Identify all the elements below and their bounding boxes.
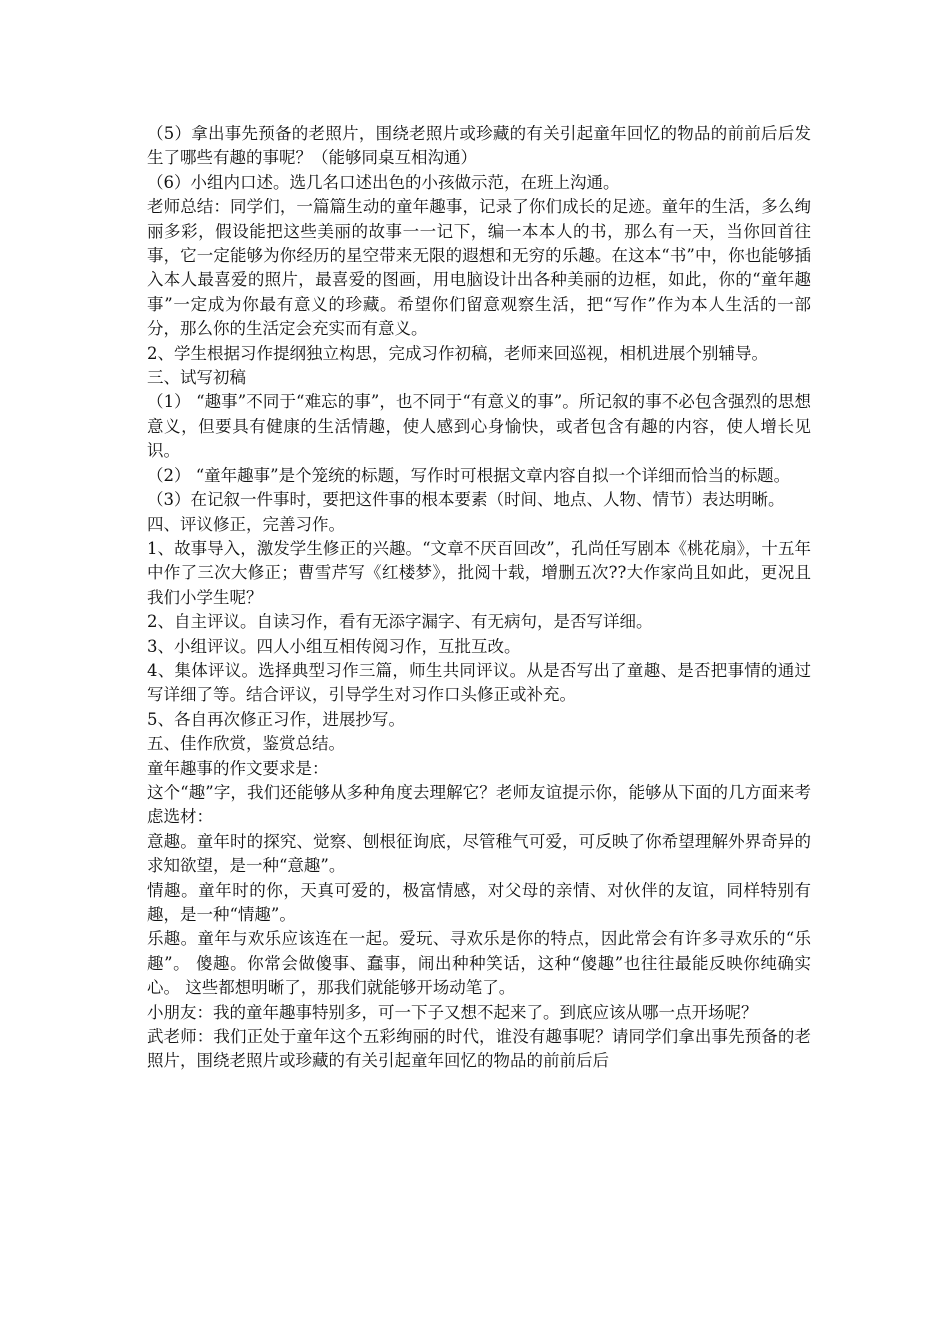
paragraph: 童年趣事的作文要求是： (147, 758, 329, 778)
paragraph: （6）小组内口述。选几名口述出色的小孩做示范，在班上沟通。 (147, 172, 620, 192)
paragraph: （3）在记叙一件事时，要把这件事的根本要素（时间、地点、人物、情节）表达明晰。 (147, 490, 785, 510)
paragraph: （1） “趣事”不同于“难忘的事”，也不同于“有意义的事”。所记叙的事不必包含强烈的思想意义，但要具有健康的生活情趣，使人感到心身愉快，或者包含有趣的内容，使人增长见识。 (147, 392, 811, 461)
paragraph: 这个“趣”字，我们还能够从多种角度去理解它？老师友谊提示你，能够从下面的几方面来考虑选材： (147, 782, 811, 827)
section-heading: 三、试写初稿 (147, 368, 246, 388)
paragraph: （2） “童年趣事”是个笼统的标题，写作时可根据文章内容自拟一个详细而恰当的标题。 (147, 465, 791, 485)
paragraph: 乐趣。童年与欢乐应该连在一起。爱玩、寻欢乐是你的特点，因此常会有许多寻欢乐的“乐趣”。 傻趣。你常会做傻事、蠢事，闹出种种笑话，这种“傻趣”也往往最能反映你纯确实心。 这些都想明晰了，那我们就能够开场动笔了。 (147, 929, 811, 998)
paragraph: 2、自主评议。自读习作，看有无添字漏字、有无病句，是否写详细。 (147, 612, 653, 632)
section-heading: 五、佳作欣赏，鉴赏总结。 (147, 734, 345, 754)
document-body (147, 122, 811, 1074)
paragraph: 意趣。童年时的探究、觉察、刨根征询底，尽管稚气可爱，可反映了你希望理解外界奇异的求知欲望，是一种“意趣”。 (147, 831, 811, 876)
paragraph: 老师总结：同学们，一篇篇生动的童年趣事，记录了你们成长的足迹。童年的生活，多么绚丽多彩，假设能把这些美丽的故事一一记下，编一本本人的书，那么有一天，当你回首往事，它一定能够为你经历的星空带来无限的遐想和无穷的乐趣。在这本“书”中，你也能够插入本人最喜爱的照片，最喜爱的图画，用电脑设计出各种美丽的边框，如此，你的“童年趣事”一定成为你最有意义的珍藏。希望你们留意观察生活，把“写作”作为本人生活的一部分，那么你的生活定会充实而有意义。 (147, 197, 811, 339)
paragraph: 4、集体评议。选择典型习作三篇，师生共同评议。从是否写出了童趣、是否把事情的通过写详细了等。结合评议，引导学生对习作口头修正或补充。 (147, 660, 811, 705)
paragraph: 小朋友：我的童年趣事特别多，可一下子又想不起来了。到底应该从哪一点开场呢？ (147, 1002, 758, 1022)
paragraph: 3、小组评议。四人小组互相传阅习作，互批互改。 (147, 636, 521, 656)
paragraph: 5、各自再次修正习作，进展抄写。 (147, 709, 405, 729)
paragraph: 情趣。童年时的你，天真可爱的，极富情感，对父母的亲情、对伙伴的友谊，同样特别有趣，是一种“情趣”。 (147, 880, 811, 924)
paragraph: 1、故事导入，激发学生修正的兴趣。“文章不厌百回改”，孔尚任写剧本《桃花扇》，十五年中作了三次大修正；曹雪芹写《红楼梦》，批阅十载，增删五次??大作家尚且如此，更况且我们小学生呢？ (147, 538, 811, 607)
paragraph: 2、学生根据习作提纲独立构思，完成习作初稿，老师来回巡视，相机进展个别辅导。 (147, 343, 768, 363)
section-heading: 四、评议修正，完善习作。 (147, 514, 345, 534)
paragraph: （5）拿出事先预备的老照片，围绕老照片或珍藏的有关引起童年回忆的物品的前前后后发生了哪些有趣的事呢？（能够同桌互相沟通） (147, 124, 811, 168)
paragraph: 武老师：我们正处于童年这个五彩绚丽的时代，谁没有趣事呢？请同学们拿出事先预备的老照片，围绕老照片或珍藏的有关引起童年回忆的物品的前前后后 (147, 1027, 811, 1071)
